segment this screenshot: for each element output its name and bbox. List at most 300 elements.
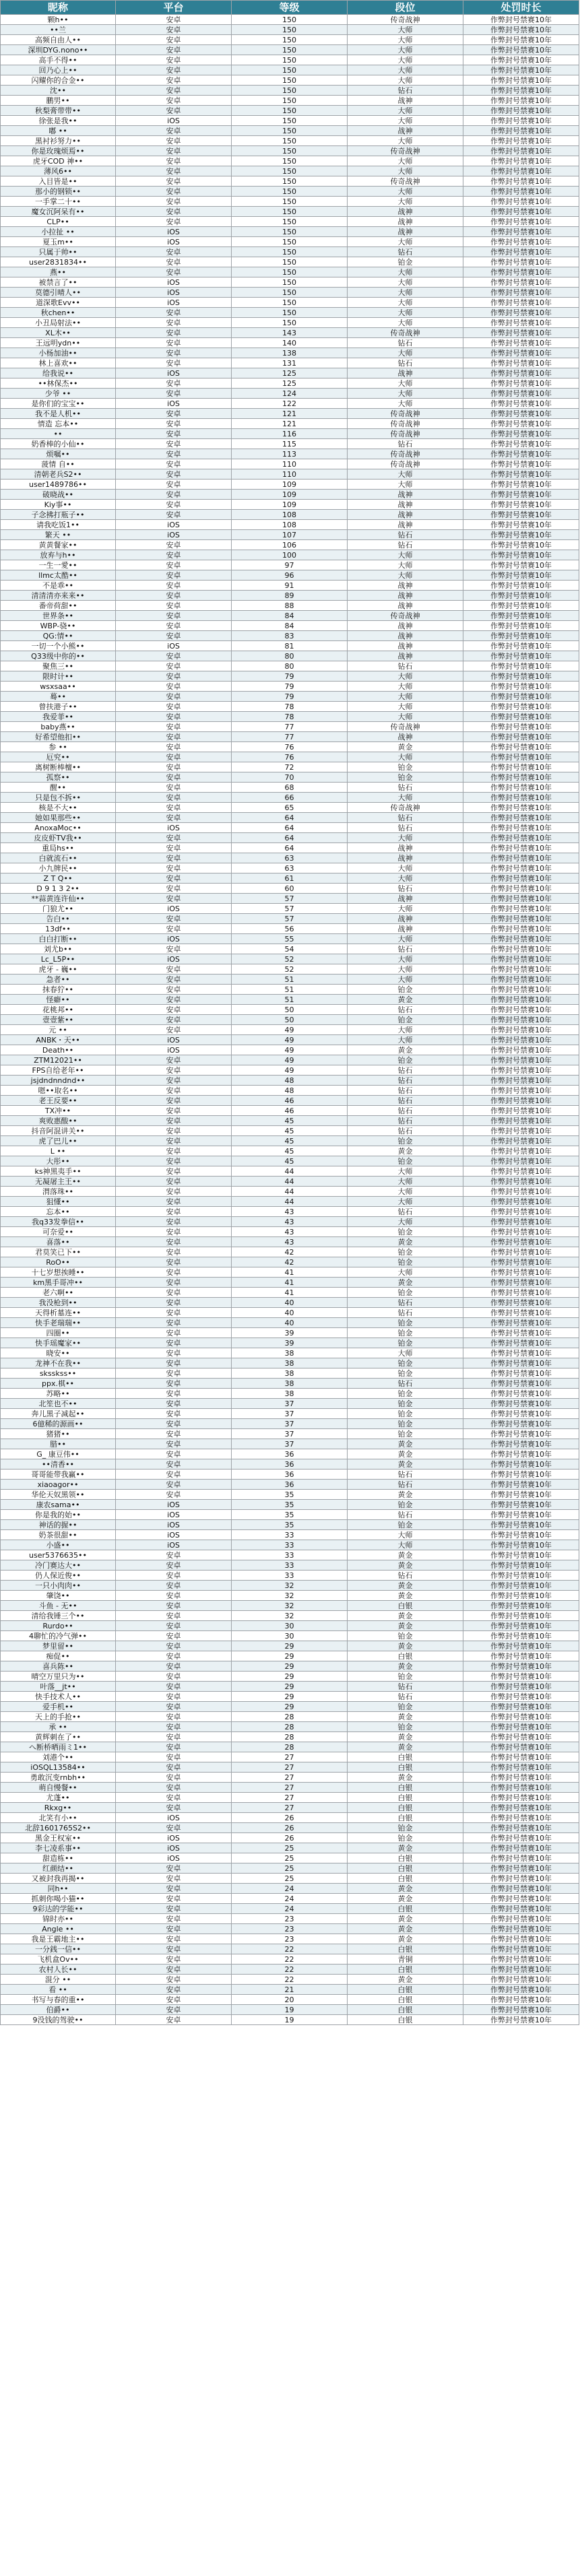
- platform-cell: 安卓: [116, 914, 232, 924]
- rank-cell: 战神: [348, 601, 463, 611]
- nickname-cell: 薄风6••: [1, 166, 116, 176]
- rank-cell: 战神: [348, 924, 463, 934]
- nickname-cell: RoO••: [1, 1257, 116, 1267]
- rank-cell: 青铜: [348, 1954, 463, 1964]
- level-cell: 150: [232, 126, 348, 136]
- penalty-cell: 作弊封号禁赛10年: [463, 1742, 579, 1752]
- platform-cell: 安卓: [116, 975, 232, 985]
- platform-cell: iOS: [116, 227, 232, 237]
- penalty-cell: 作弊封号禁赛10年: [463, 560, 579, 570]
- rank-cell: 黄金: [348, 1581, 463, 1591]
- level-cell: 25: [232, 1853, 348, 1863]
- rank-cell: 大师: [348, 166, 463, 176]
- level-cell: 150: [232, 277, 348, 288]
- nickname-cell: へ断桥晒雨ミ1••: [1, 1742, 116, 1752]
- penalty-cell: 作弊封号禁赛10年: [463, 2015, 579, 2025]
- rank-cell: 黄金: [348, 1459, 463, 1469]
- level-cell: 110: [232, 469, 348, 480]
- table-row: [1, 1096, 579, 1106]
- penalty-cell: 作弊封号禁赛10年: [463, 1924, 579, 1934]
- platform-cell: iOS: [116, 823, 232, 833]
- level-cell: 30: [232, 1631, 348, 1641]
- penalty-cell: 作弊封号禁赛10年: [463, 1672, 579, 1682]
- nickname-cell: 清清清亦来来••: [1, 591, 116, 601]
- penalty-cell: 作弊封号禁赛10年: [463, 298, 579, 308]
- table-row: [1, 1520, 579, 1530]
- penalty-cell: 作弊封号禁赛10年: [463, 944, 579, 954]
- level-cell: 49: [232, 1045, 348, 1055]
- level-cell: 79: [232, 671, 348, 682]
- platform-cell: 安卓: [116, 1783, 232, 1793]
- platform-cell: 安卓: [116, 197, 232, 207]
- rank-cell: 钻石: [348, 1076, 463, 1086]
- rank-cell: 战神: [348, 914, 463, 924]
- rank-cell: 大师: [348, 873, 463, 884]
- nickname-cell: 狙懂••: [1, 1197, 116, 1207]
- platform-cell: 安卓: [116, 45, 232, 55]
- nickname-cell: 清给我锤三个••: [1, 1611, 116, 1621]
- table-row: [1, 2015, 579, 2025]
- penalty-cell: 作弊封号禁赛10年: [463, 712, 579, 722]
- penalty-cell: 作弊封号禁赛10年: [463, 358, 579, 368]
- level-cell: 27: [232, 1762, 348, 1773]
- platform-cell: 安卓: [116, 682, 232, 692]
- penalty-cell: 作弊封号禁赛10年: [463, 601, 579, 611]
- platform-cell: iOS: [116, 288, 232, 298]
- table-row: [1, 1308, 579, 1318]
- platform-cell: 安卓: [116, 853, 232, 863]
- rank-cell: 战神: [348, 732, 463, 742]
- platform-cell: 安卓: [116, 1672, 232, 1682]
- level-cell: 38: [232, 1348, 348, 1358]
- nickname-cell: 同h••: [1, 1884, 116, 1894]
- nickname-cell: 黄黄餐家••: [1, 540, 116, 550]
- table-row: [1, 1257, 579, 1267]
- nickname-cell: 君莫笑已下••: [1, 1247, 116, 1257]
- rank-cell: 铂金: [348, 1257, 463, 1267]
- platform-cell: 安卓: [116, 136, 232, 146]
- penalty-cell: 作弊封号禁赛10年: [463, 611, 579, 621]
- penalty-cell: 作弊封号禁赛10年: [463, 1833, 579, 1843]
- level-cell: 24: [232, 1904, 348, 1914]
- nickname-cell: 颗h••: [1, 15, 116, 25]
- penalty-cell: 作弊封号禁赛10年: [463, 692, 579, 702]
- table-row: [1, 1419, 579, 1429]
- rank-cell: 战神: [348, 894, 463, 904]
- level-cell: 51: [232, 985, 348, 995]
- rank-cell: 铂金: [348, 1520, 463, 1530]
- penalty-cell: 作弊封号禁赛10年: [463, 1762, 579, 1773]
- level-cell: 150: [232, 55, 348, 65]
- platform-cell: 安卓: [116, 1934, 232, 1944]
- nickname-cell: 深圳DYG.nono••: [1, 45, 116, 55]
- level-cell: 150: [232, 298, 348, 308]
- level-cell: 37: [232, 1409, 348, 1419]
- table-row: [1, 15, 579, 25]
- penalty-cell: 作弊封号禁赛10年: [463, 772, 579, 783]
- level-cell: 35: [232, 1490, 348, 1500]
- table-row: [1, 1924, 579, 1934]
- rank-cell: 钻石: [348, 1126, 463, 1136]
- nickname-cell: 黑衬衫努力••: [1, 136, 116, 146]
- nickname-cell: 我没枪到••: [1, 1298, 116, 1308]
- nickname-cell: TX冲••: [1, 1106, 116, 1116]
- level-cell: 150: [232, 197, 348, 207]
- rank-cell: 大师: [348, 348, 463, 358]
- rank-cell: 大师: [348, 570, 463, 581]
- platform-cell: 安卓: [116, 732, 232, 742]
- nickname-cell: 子念拂打瓶子••: [1, 510, 116, 520]
- level-cell: 32: [232, 1591, 348, 1601]
- nickname-cell: Angle ••: [1, 1924, 116, 1934]
- penalty-cell: 作弊封号禁赛10年: [463, 1146, 579, 1156]
- penalty-cell: 作弊封号禁赛10年: [463, 1783, 579, 1793]
- table-row: [1, 772, 579, 783]
- penalty-cell: 作弊封号禁赛10年: [463, 75, 579, 86]
- table-row: [1, 1459, 579, 1469]
- platform-cell: iOS: [116, 1530, 232, 1540]
- rank-cell: 白银: [348, 1964, 463, 1975]
- rank-cell: 黄金: [348, 1611, 463, 1621]
- platform-cell: 安卓: [116, 964, 232, 975]
- nickname-cell: 参 ••: [1, 742, 116, 752]
- table-row: [1, 762, 579, 772]
- nickname-cell: FPS自给老年••: [1, 1065, 116, 1076]
- table-row: [1, 1581, 579, 1591]
- penalty-cell: 作弊封号禁赛10年: [463, 116, 579, 126]
- level-cell: 150: [232, 15, 348, 25]
- level-cell: 38: [232, 1358, 348, 1368]
- level-cell: 41: [232, 1288, 348, 1298]
- level-cell: 121: [232, 419, 348, 429]
- rank-cell: 铂金: [348, 1409, 463, 1419]
- level-cell: 64: [232, 843, 348, 853]
- nickname-cell: 虎牙COD 神••: [1, 156, 116, 166]
- table-row: [1, 975, 579, 985]
- table-row: [1, 1732, 579, 1742]
- nickname-cell: 鹏男••: [1, 96, 116, 106]
- table-row: [1, 671, 579, 682]
- platform-cell: 安卓: [116, 1571, 232, 1581]
- nickname-cell: 快手老瑞瑞••: [1, 1318, 116, 1328]
- platform-cell: 安卓: [116, 1257, 232, 1267]
- nickname-cell: QG:情••: [1, 631, 116, 641]
- rank-cell: 大师: [348, 964, 463, 975]
- level-cell: 36: [232, 1469, 348, 1480]
- platform-cell: iOS: [116, 237, 232, 247]
- penalty-cell: 作弊封号禁赛10年: [463, 510, 579, 520]
- nickname-cell: 华伦天奴黑领••: [1, 1490, 116, 1500]
- nickname-cell: 抹春狞••: [1, 985, 116, 995]
- table-row: [1, 914, 579, 924]
- platform-cell: 安卓: [116, 1773, 232, 1783]
- platform-cell: 安卓: [116, 1439, 232, 1449]
- level-cell: 23: [232, 1914, 348, 1924]
- penalty-cell: 作弊封号禁赛10年: [463, 1358, 579, 1368]
- table-row: [1, 1469, 579, 1480]
- table-row: [1, 621, 579, 631]
- level-cell: 35: [232, 1510, 348, 1520]
- table-row: [1, 1944, 579, 1954]
- level-cell: 27: [232, 1773, 348, 1783]
- nickname-cell: 小九牌民••: [1, 863, 116, 873]
- platform-cell: 安卓: [116, 1146, 232, 1156]
- nickname-cell: 快手瑶魔家••: [1, 1338, 116, 1348]
- table-row: [1, 1661, 579, 1672]
- level-cell: 109: [232, 500, 348, 510]
- nickname-cell: 放弃与h••: [1, 550, 116, 560]
- penalty-cell: 作弊封号禁赛10年: [463, 1813, 579, 1823]
- rank-cell: 大师: [348, 35, 463, 45]
- nickname-cell: 十七岁想挨睡••: [1, 1267, 116, 1278]
- penalty-cell: 作弊封号禁赛10年: [463, 823, 579, 833]
- platform-cell: iOS: [116, 1045, 232, 1055]
- table-row: [1, 843, 579, 853]
- level-cell: 150: [232, 25, 348, 35]
- level-cell: 37: [232, 1399, 348, 1409]
- platform-cell: 安卓: [116, 449, 232, 459]
- platform-cell: 安卓: [116, 752, 232, 762]
- rank-cell: 钻石: [348, 1065, 463, 1076]
- level-cell: 44: [232, 1187, 348, 1197]
- nickname-cell: 秋chen••: [1, 308, 116, 318]
- nickname-cell: 斗鱼 - 无••: [1, 1601, 116, 1611]
- table-row: [1, 1166, 579, 1177]
- nickname-cell: 怪癖••: [1, 995, 116, 1005]
- penalty-cell: 作弊封号禁赛10年: [463, 480, 579, 490]
- penalty-cell: 作弊封号禁赛10年: [463, 1257, 579, 1267]
- table-row: [1, 409, 579, 419]
- table-row: [1, 1439, 579, 1449]
- rank-cell: 传奇战神: [348, 611, 463, 621]
- table-row: [1, 439, 579, 449]
- nickname-cell: 叶落__jt••: [1, 1682, 116, 1692]
- penalty-cell: 作弊封号禁赛10年: [463, 1126, 579, 1136]
- penalty-cell: 作弊封号禁赛10年: [463, 884, 579, 894]
- rank-cell: 黄金: [348, 1439, 463, 1449]
- platform-cell: iOS: [116, 1843, 232, 1853]
- level-cell: 150: [232, 288, 348, 298]
- rank-cell: 大师: [348, 75, 463, 86]
- penalty-cell: 作弊封号禁赛10年: [463, 449, 579, 459]
- level-cell: 46: [232, 1106, 348, 1116]
- level-cell: 79: [232, 692, 348, 702]
- platform-cell: iOS: [116, 954, 232, 964]
- penalty-cell: 作弊封号禁赛10年: [463, 975, 579, 985]
- platform-cell: 安卓: [116, 490, 232, 500]
- table-row: [1, 1783, 579, 1793]
- table-row: [1, 318, 579, 328]
- platform-cell: iOS: [116, 1500, 232, 1510]
- nickname-cell: ppx.棋••: [1, 1379, 116, 1389]
- penalty-cell: 作弊封号禁赛10年: [463, 1267, 579, 1278]
- penalty-cell: 作弊封号禁赛10年: [463, 1288, 579, 1298]
- table-row: [1, 560, 579, 570]
- table-row: [1, 1318, 579, 1328]
- penalty-cell: 作弊封号禁赛10年: [463, 530, 579, 540]
- level-cell: 113: [232, 449, 348, 459]
- penalty-cell: 作弊封号禁赛10年: [463, 35, 579, 45]
- table-row: [1, 631, 579, 641]
- rank-cell: 钻石: [348, 884, 463, 894]
- penalty-cell: 作弊封号禁赛10年: [463, 166, 579, 176]
- rank-cell: 铂金: [348, 1288, 463, 1298]
- platform-cell: iOS: [116, 520, 232, 530]
- rank-cell: 大师: [348, 1348, 463, 1358]
- rank-cell: 大师: [348, 389, 463, 399]
- rank-cell: 黄金: [348, 1278, 463, 1288]
- level-cell: 81: [232, 641, 348, 651]
- level-cell: 43: [232, 1237, 348, 1247]
- platform-cell: 安卓: [116, 803, 232, 813]
- nickname-cell: 伯爵••: [1, 2005, 116, 2015]
- level-cell: 100: [232, 550, 348, 560]
- table-row: [1, 1964, 579, 1975]
- nickname-cell: 花桃邦••: [1, 1005, 116, 1015]
- platform-cell: 安卓: [116, 1055, 232, 1065]
- table-row: [1, 550, 579, 560]
- table-row: [1, 1601, 579, 1611]
- rank-cell: 黄金: [348, 1843, 463, 1853]
- platform-cell: 安卓: [116, 1964, 232, 1975]
- rank-cell: 大师: [348, 752, 463, 762]
- nickname-cell: 林上喜欢••: [1, 358, 116, 368]
- level-cell: 37: [232, 1439, 348, 1449]
- table-row: [1, 1904, 579, 1914]
- header-platform: 平台: [116, 1, 232, 15]
- nickname-cell: 腊••: [1, 1439, 116, 1449]
- rank-cell: 铂金: [348, 1631, 463, 1641]
- platform-cell: 安卓: [116, 1126, 232, 1136]
- level-cell: 48: [232, 1086, 348, 1096]
- level-cell: 150: [232, 86, 348, 96]
- penalty-cell: 作弊封号禁赛10年: [463, 368, 579, 378]
- platform-cell: 安卓: [116, 793, 232, 803]
- table-row: [1, 1045, 579, 1055]
- penalty-cell: 作弊封号禁赛10年: [463, 863, 579, 873]
- nickname-cell: 6億稀的源画••: [1, 1419, 116, 1429]
- level-cell: 51: [232, 975, 348, 985]
- nickname-cell: 夏玉m••: [1, 237, 116, 247]
- platform-cell: 安卓: [116, 1894, 232, 1904]
- table-row: [1, 348, 579, 358]
- nickname-cell: 聚焦三••: [1, 661, 116, 671]
- table-row: [1, 1389, 579, 1399]
- table-row: [1, 1631, 579, 1641]
- penalty-cell: 作弊封号禁赛10年: [463, 1520, 579, 1530]
- level-cell: 30: [232, 1621, 348, 1631]
- penalty-cell: 作弊封号禁赛10年: [463, 833, 579, 843]
- table-row: [1, 1288, 579, 1298]
- penalty-cell: 作弊封号禁赛10年: [463, 803, 579, 813]
- rank-cell: 战神: [348, 641, 463, 651]
- table-row: [1, 247, 579, 257]
- rank-cell: 白银: [348, 1803, 463, 1813]
- level-cell: 49: [232, 1055, 348, 1065]
- penalty-cell: 作弊封号禁赛10年: [463, 1096, 579, 1106]
- level-cell: 28: [232, 1712, 348, 1722]
- platform-cell: 安卓: [116, 1065, 232, 1076]
- level-cell: 84: [232, 621, 348, 631]
- rank-cell: 铂金: [348, 257, 463, 267]
- level-cell: 63: [232, 863, 348, 873]
- rank-cell: 黄金: [348, 1641, 463, 1651]
- rank-cell: 钻石: [348, 1682, 463, 1692]
- level-cell: 57: [232, 894, 348, 904]
- rank-cell: 白银: [348, 1762, 463, 1773]
- rank-cell: 钻石: [348, 439, 463, 449]
- table-row: [1, 1884, 579, 1894]
- platform-cell: 安卓: [116, 1682, 232, 1692]
- level-cell: 83: [232, 631, 348, 641]
- nickname-cell: 黄辉刺在了••: [1, 1732, 116, 1742]
- level-cell: 29: [232, 1672, 348, 1682]
- table-row: [1, 1126, 579, 1136]
- table-row: [1, 1348, 579, 1358]
- table-row: [1, 813, 579, 823]
- rank-cell: 传奇战神: [348, 146, 463, 156]
- nickname-cell: 核是不大••: [1, 803, 116, 813]
- rank-cell: 铂金: [348, 1247, 463, 1257]
- platform-cell: 安卓: [116, 601, 232, 611]
- platform-cell: iOS: [116, 641, 232, 651]
- rank-cell: 黄金: [348, 1591, 463, 1601]
- platform-cell: 安卓: [116, 1368, 232, 1379]
- rank-cell: 黄金: [348, 1773, 463, 1783]
- penalty-cell: 作弊封号禁赛10年: [463, 1490, 579, 1500]
- platform-cell: 安卓: [116, 611, 232, 621]
- level-cell: 28: [232, 1742, 348, 1752]
- rank-cell: 大师: [348, 1217, 463, 1227]
- level-cell: 122: [232, 399, 348, 409]
- platform-cell: iOS: [116, 1833, 232, 1843]
- table-row: [1, 964, 579, 975]
- penalty-cell: 作弊封号禁赛10年: [463, 914, 579, 924]
- penalty-cell: 作弊封号禁赛10年: [463, 439, 579, 449]
- penalty-cell: 作弊封号禁赛10年: [463, 1985, 579, 1995]
- table-row: [1, 176, 579, 187]
- level-cell: 35: [232, 1500, 348, 1510]
- penalty-cell: 作弊封号禁赛10年: [463, 1348, 579, 1358]
- nickname-cell: ••林保杰••: [1, 378, 116, 389]
- platform-cell: 安卓: [116, 1166, 232, 1177]
- rank-cell: 黄金: [348, 1490, 463, 1500]
- table-row: [1, 1338, 579, 1348]
- rank-cell: 大师: [348, 65, 463, 75]
- penalty-cell: 作弊封号禁赛10年: [463, 1116, 579, 1126]
- nickname-cell: 嘟 ••: [1, 126, 116, 136]
- table-row: [1, 25, 579, 35]
- rank-cell: 黄金: [348, 1934, 463, 1944]
- level-cell: 150: [232, 35, 348, 45]
- table-row: [1, 1853, 579, 1863]
- level-cell: 150: [232, 146, 348, 156]
- platform-cell: iOS: [116, 1035, 232, 1045]
- rank-cell: 战神: [348, 520, 463, 530]
- rank-cell: 大师: [348, 298, 463, 308]
- level-cell: 27: [232, 1783, 348, 1793]
- platform-cell: 安卓: [116, 1187, 232, 1197]
- nickname-cell: AnoxaMoc••: [1, 823, 116, 833]
- nickname-cell: 元 ••: [1, 1025, 116, 1035]
- level-cell: 36: [232, 1480, 348, 1490]
- nickname-cell: 一生一愛••: [1, 560, 116, 570]
- nickname-cell: 甜造栋••: [1, 1853, 116, 1863]
- penalty-cell: 作弊封号禁赛10年: [463, 1025, 579, 1035]
- platform-cell: 安卓: [116, 772, 232, 783]
- rank-cell: 钻石: [348, 1096, 463, 1106]
- penalty-cell: 作弊封号禁赛10年: [463, 1914, 579, 1924]
